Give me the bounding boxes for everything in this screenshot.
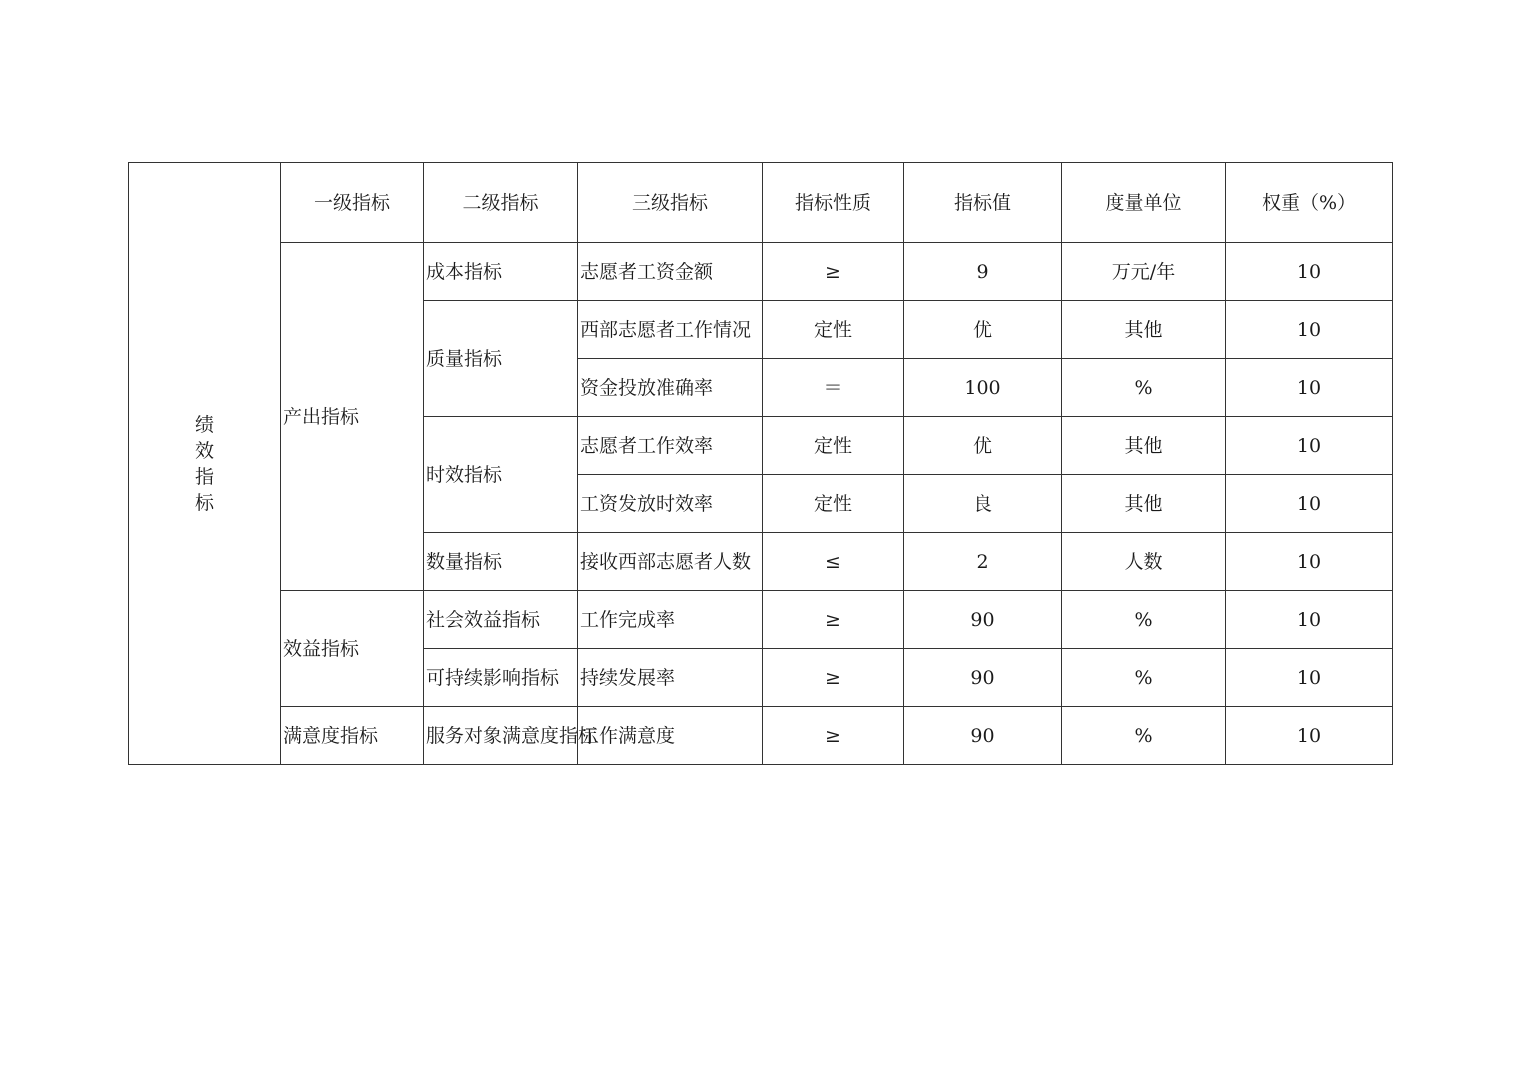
- nature-cell: ≥: [763, 649, 904, 707]
- weight-cell: 10: [1226, 359, 1393, 417]
- level3-cell: 工作完成率: [578, 591, 763, 649]
- level3-cell: 资金投放准确率: [578, 359, 763, 417]
- weight-cell: 10: [1226, 475, 1393, 533]
- weight-cell: 10: [1226, 417, 1393, 475]
- value-cell: 90: [904, 649, 1062, 707]
- value-cell: 9: [904, 243, 1062, 301]
- nature-cell: 定性: [763, 417, 904, 475]
- level3-cell: 西部志愿者工作情况: [578, 301, 763, 359]
- level1-output: 产出指标: [281, 243, 424, 591]
- nature-cell: 定性: [763, 475, 904, 533]
- nature-cell: ≥: [763, 591, 904, 649]
- level2-timeliness: 时效指标: [424, 417, 578, 533]
- header-level3: 三级指标: [578, 163, 763, 243]
- level3-cell: 志愿者工资金额: [578, 243, 763, 301]
- level2-quality: 质量指标: [424, 301, 578, 417]
- unit-cell: 其他: [1062, 417, 1226, 475]
- header-level1: 一级指标: [281, 163, 424, 243]
- value-cell: 2: [904, 533, 1062, 591]
- nature-cell: ≤: [763, 533, 904, 591]
- value-cell: 良: [904, 475, 1062, 533]
- side-label: 绩效指标: [194, 413, 214, 514]
- level2-sustainable: 可持续影响指标: [424, 649, 578, 707]
- nature-cell: ≥: [763, 707, 904, 765]
- unit-cell: %: [1062, 707, 1226, 765]
- header-weight: 权重（%）: [1226, 163, 1393, 243]
- nature-cell: 定性: [763, 301, 904, 359]
- side-label-cell: [129, 163, 281, 765]
- weight-cell: 10: [1226, 243, 1393, 301]
- level3-cell: 接收西部志愿者人数: [578, 533, 763, 591]
- weight-cell: 10: [1226, 649, 1393, 707]
- level3-cell: 工作满意度: [578, 707, 763, 765]
- value-cell: 优: [904, 301, 1062, 359]
- table-row: [129, 591, 1393, 649]
- weight-cell: 10: [1226, 591, 1393, 649]
- value-cell: 90: [904, 707, 1062, 765]
- weight-cell: 10: [1226, 533, 1393, 591]
- unit-cell: 其他: [1062, 475, 1226, 533]
- performance-indicator-table: [128, 162, 1393, 765]
- header-value: 指标值: [904, 163, 1062, 243]
- level1-benefit: 效益指标: [281, 591, 424, 707]
- table-row: [129, 243, 1393, 301]
- nature-cell: ＝: [763, 359, 904, 417]
- unit-cell: 其他: [1062, 301, 1226, 359]
- unit-cell: %: [1062, 359, 1226, 417]
- unit-cell: %: [1062, 649, 1226, 707]
- header-level2: 二级指标: [424, 163, 578, 243]
- level2-quantity: 数量指标: [424, 533, 578, 591]
- value-cell: 优: [904, 417, 1062, 475]
- unit-cell: 人数: [1062, 533, 1226, 591]
- level2-social: 社会效益指标: [424, 591, 578, 649]
- header-nature: 指标性质: [763, 163, 904, 243]
- level2-cost: 成本指标: [424, 243, 578, 301]
- value-cell: 100: [904, 359, 1062, 417]
- level1-satisfaction: 满意度指标: [281, 707, 424, 765]
- unit-cell: %: [1062, 591, 1226, 649]
- level3-cell: 工资发放时效率: [578, 475, 763, 533]
- level3-cell: 志愿者工作效率: [578, 417, 763, 475]
- value-cell: 90: [904, 591, 1062, 649]
- unit-cell: 万元/年: [1062, 243, 1226, 301]
- table-row: [129, 707, 1393, 765]
- nature-cell: ≥: [763, 243, 904, 301]
- weight-cell: 10: [1226, 301, 1393, 359]
- header-unit: 度量单位: [1062, 163, 1226, 243]
- level2-service: 服务对象满意度指标: [424, 707, 578, 765]
- header-row: [129, 163, 1393, 243]
- weight-cell: 10: [1226, 707, 1393, 765]
- level3-cell: 持续发展率: [578, 649, 763, 707]
